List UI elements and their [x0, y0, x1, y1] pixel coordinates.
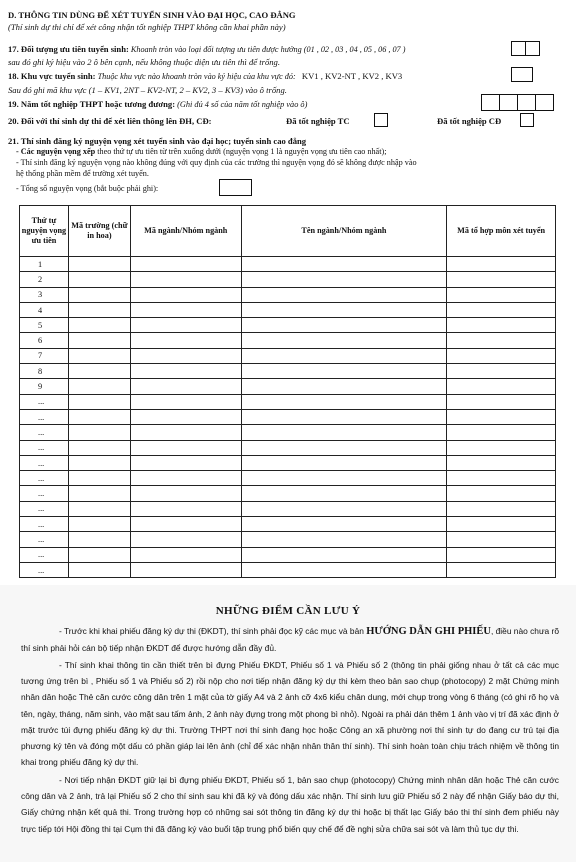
item18-line2: Sau đó ghi mã khu vực (1 – KV1, 2NT – KV2-NT, 2 – KV2, 3 – KV3) vào ô trống. — [8, 85, 287, 95]
table-row — [20, 302, 556, 317]
item20-tc-label: Đã tốt nghiệp TC — [286, 116, 350, 126]
major-name-cell[interactable] — [241, 471, 447, 486]
major-name-cell[interactable] — [241, 364, 447, 379]
school-code-cell[interactable] — [68, 517, 130, 532]
major-code-cell[interactable] — [130, 348, 241, 363]
major-name-cell[interactable] — [241, 501, 447, 516]
major-code-cell[interactable] — [130, 532, 241, 547]
row-order-number: ... — [20, 471, 69, 486]
school-code-cell[interactable] — [68, 272, 130, 287]
major-name-cell[interactable] — [241, 394, 447, 409]
item20-cd-label: Đã tốt nghiệp CĐ — [437, 116, 502, 126]
school-code-cell[interactable] — [68, 394, 130, 409]
col-header-order: Thứ tự nguyện vọng ưu tiên — [20, 206, 69, 257]
item21-rule1 — [16, 147, 386, 156]
subject-combo-cell[interactable] — [447, 409, 556, 424]
table-row — [20, 455, 556, 470]
subject-combo-cell[interactable] — [447, 547, 556, 562]
table-row — [20, 547, 556, 562]
table-row — [20, 348, 556, 363]
major-name-cell[interactable] — [241, 517, 447, 532]
item19-text: (Ghi đủ 4 số của năm tốt nghiệp vào ô) — [175, 100, 308, 109]
item17-code-boxes[interactable] — [512, 41, 540, 56]
subject-combo-cell[interactable] — [447, 257, 556, 272]
major-code-cell[interactable] — [130, 562, 241, 577]
major-name-cell[interactable] — [241, 547, 447, 562]
table-row — [20, 257, 556, 272]
school-code-cell[interactable] — [68, 287, 130, 302]
school-code-cell[interactable] — [68, 455, 130, 470]
school-code-cell[interactable] — [68, 547, 130, 562]
subject-combo-cell[interactable] — [447, 440, 556, 455]
row-order-number: 9 — [20, 379, 69, 394]
major-code-cell[interactable] — [130, 379, 241, 394]
table-row — [20, 333, 556, 348]
subject-combo-cell[interactable] — [447, 532, 556, 547]
item18-label: 18. Khu vực tuyển sinh: — [8, 71, 96, 81]
item21-rule2a: - Thí sinh đăng ký nguyện vọng nào không đúng với quy định của các trường thì nguyện vọng đó sẽ không được nhập vào — [16, 158, 417, 167]
subject-combo-cell[interactable] — [447, 379, 556, 394]
row-order-number: 3 — [20, 287, 69, 302]
item19-label: 19. Năm tốt nghiệp THPT hoặc tương đương: — [8, 99, 176, 109]
row-order-number: ... — [20, 394, 69, 409]
item17-label: 17. Đối tượng ưu tiên tuyển sinh: — [8, 44, 129, 54]
table-row — [20, 379, 556, 394]
major-code-cell[interactable] — [130, 333, 241, 348]
major-name-cell[interactable] — [241, 287, 447, 302]
school-code-cell[interactable] — [68, 440, 130, 455]
section-d-title: D. THÔNG TIN DÙNG ĐỂ XÉT TUYỂN SINH VÀO ĐẠI HỌC, CAO ĐẲNG — [8, 10, 296, 20]
row-order-number: 5 — [20, 318, 69, 333]
major-name-cell[interactable] — [241, 302, 447, 317]
subject-combo-cell[interactable] — [447, 318, 556, 333]
major-name-cell[interactable] — [241, 379, 447, 394]
col-header-major-code: Mã ngành/Nhóm ngành — [130, 206, 241, 257]
notes-paragraph-1 — [21, 623, 559, 656]
item18-text: Thuộc khu vực nào khoanh tròn vào ký hiệu của khu vực đó: — [95, 72, 296, 81]
school-code-cell[interactable] — [68, 318, 130, 333]
item17-line2: sau đó ghi ký hiệu vào 2 ô bên cạnh, nếu không thuộc diện ưu tiên thì để trống. — [8, 57, 280, 67]
school-code-cell[interactable] — [68, 379, 130, 394]
school-code-cell[interactable] — [68, 333, 130, 348]
notes-p1-bold: HƯỚNG DẪN GHI PHIẾU — [366, 626, 491, 637]
table-row — [20, 517, 556, 532]
subject-combo-cell[interactable] — [447, 272, 556, 287]
item17-text: Khoanh tròn vào loại đối tượng ưu tiên được hưởng (01 , 02 , 03 , 04 , 05 , 06 , 07 ) — [128, 45, 406, 54]
row-order-number: 6 — [20, 333, 69, 348]
table-row — [20, 486, 556, 501]
row-order-number: ... — [20, 409, 69, 424]
major-code-cell[interactable] — [130, 547, 241, 562]
row-order-number: ... — [20, 486, 69, 501]
subject-combo-cell[interactable] — [447, 302, 556, 317]
row-order-number: ... — [20, 517, 69, 532]
table-row — [20, 287, 556, 302]
row-order-number: 4 — [20, 302, 69, 317]
notes-paragraph-2: - Thí sinh khai thông tin cần thiết trên bì đựng Phiếu ĐKDT, Phiếu số 1 và Phiếu số 2 (thông tin phải giống nhau ở tất cả các mục tương ứng trên bì , Phiếu số 1 và Phiếu số 2) rồi nộp cho nơi tiếp nhận đăng ký dự thi kèm theo bản sao chụp (photocopy) 2 mặt Chứng minh nhân dân hoặc Thẻ căn cước công dân trên 1 mặt của tờ giấy A4 và 2 ảnh cỡ 4x6 kiểu chân dung, mới chụp trong vòng 6 tháng (có ghi rõ họ và tên, ngày, tháng, năm sinh, vào mặt sau tấm ảnh, 2 ảnh này đựng trong một phong bì nhỏ). Ngoài ra phải dán thêm 1 ảnh vào vị trí đã xác định ở mặt trước túi đựng phiếu đăng ký dự thi. Trường THPT nơi thí sinh đang học hoặc Công an xã phường nơi thí sinh tự do đang cư trú tại địa phương ký tên và đóng một dấu có phần giáp lai lên ảnh (chỉ để xác nhận nhân thân thí sinh). Thí sinh hoàn toàn chịu trách nhiệm về thông tin khai trong phiếu đăng ký dự thi. — [21, 660, 559, 768]
major-name-cell[interactable] — [241, 318, 447, 333]
major-name-cell[interactable] — [241, 562, 447, 577]
major-name-cell[interactable] — [241, 440, 447, 455]
item21-rule2b: hệ thống phần mềm để trường xét tuyển. — [16, 169, 149, 178]
notes-title: NHỮNG ĐIỂM CẦN LƯU Ý — [215, 605, 361, 617]
table-row — [20, 532, 556, 547]
major-name-cell[interactable] — [241, 455, 447, 470]
school-code-cell[interactable] — [68, 501, 130, 516]
school-code-cell[interactable] — [68, 409, 130, 424]
item21-total-label: - Tổng số nguyện vọng (bắt buộc phải ghi): — [16, 184, 159, 193]
major-code-cell[interactable] — [130, 471, 241, 486]
school-code-cell[interactable] — [68, 302, 130, 317]
major-code-cell[interactable] — [130, 517, 241, 532]
table-row — [20, 501, 556, 516]
major-code-cell[interactable] — [130, 501, 241, 516]
table-row — [20, 272, 556, 287]
table-row — [20, 562, 556, 577]
school-code-cell[interactable] — [68, 562, 130, 577]
major-code-cell[interactable] — [130, 409, 241, 424]
major-name-cell[interactable] — [241, 333, 447, 348]
major-name-cell[interactable] — [241, 425, 447, 440]
item21-rule1-text: theo thứ tự ưu tiên từ trên xuống dưới (nguyện vọng 1 là nguyện vọng ưu tiên cao nhất); — [95, 147, 387, 156]
major-code-cell[interactable] — [130, 318, 241, 333]
row-order-number: ... — [20, 440, 69, 455]
subject-combo-cell[interactable] — [447, 287, 556, 302]
major-code-cell[interactable] — [130, 257, 241, 272]
row-order-number: ... — [20, 425, 69, 440]
subject-combo-cell[interactable] — [447, 471, 556, 486]
item21-rule1-bold: - Các nguyện vọng xếp — [16, 147, 96, 156]
item19-line — [8, 99, 307, 109]
col-header-subject-combo: Mã tổ hợp môn xét tuyển — [447, 206, 556, 257]
major-code-cell[interactable] — [130, 302, 241, 317]
major-code-cell[interactable] — [130, 486, 241, 501]
major-name-cell[interactable] — [241, 409, 447, 424]
item17-line1 — [8, 44, 405, 54]
table-row — [20, 318, 556, 333]
subject-combo-cell[interactable] — [447, 333, 556, 348]
subject-combo-cell[interactable] — [447, 562, 556, 577]
school-code-cell[interactable] — [68, 257, 130, 272]
major-code-cell[interactable] — [130, 394, 241, 409]
subject-combo-cell[interactable] — [447, 364, 556, 379]
subject-combo-cell[interactable] — [447, 517, 556, 532]
notes-paragraph-3: - Nơi tiếp nhận ĐKDT giữ lại bì đựng phiếu ĐKDT, Phiếu số 1, bản sao chụp (photocopy) Chứng minh nhân dân hoặc Thẻ căn cước công dân và 2 ảnh, trả lại Phiếu số 2 cho thí sinh sau khi đã ký và đóng dấu xác nhận. Thí sinh lưu giữ Phiếu số 2 này để nhận Giấy báo dự thi, Giấy chứng nhận kết quả thi. Trong trường hợp có những sai sót thông tin đăng ký dự thi hoặc bị thất lạc Giấy báo thi thí sinh đem phiếu này trực tiếp tới Hội đồng thi tại Cụm thi đã đăng ký vào buổi tập trung phổ biến quy chế để đề nghị sửa chữa sai sót và làm thủ tục dự thi. — [21, 775, 559, 834]
subject-combo-cell[interactable] — [447, 455, 556, 470]
major-name-cell[interactable] — [241, 532, 447, 547]
table-row — [20, 409, 556, 424]
school-code-cell[interactable] — [68, 425, 130, 440]
school-code-cell[interactable] — [68, 532, 130, 547]
row-order-number: ... — [20, 455, 69, 470]
row-order-number: 8 — [20, 364, 69, 379]
major-name-cell[interactable] — [241, 257, 447, 272]
table-row — [20, 364, 556, 379]
subject-combo-cell[interactable] — [447, 501, 556, 516]
item18-line1 — [8, 71, 402, 81]
major-code-cell[interactable] — [130, 440, 241, 455]
item18-options: KV1 , KV2-NT , KV2 , KV3 — [301, 71, 403, 81]
subject-combo-cell[interactable] — [447, 394, 556, 409]
table-row — [20, 425, 556, 440]
major-code-cell[interactable] — [130, 425, 241, 440]
notes-p1-start: - Trước khi khai phiếu đăng ký dự thi (ĐKDT), thí sinh phải đọc kỹ các mục và bản — [59, 626, 367, 636]
school-code-cell[interactable] — [68, 364, 130, 379]
row-order-number: 2 — [20, 272, 69, 287]
table-row — [20, 471, 556, 486]
col-header-major-name: Tên ngành/Nhóm ngành — [241, 206, 447, 257]
major-code-cell[interactable] — [130, 287, 241, 302]
row-order-number: ... — [20, 501, 69, 516]
school-code-cell[interactable] — [68, 348, 130, 363]
item18-code-box[interactable] — [512, 67, 533, 82]
major-name-cell[interactable] — [241, 272, 447, 287]
subject-combo-cell[interactable] — [447, 425, 556, 440]
row-order-number: 7 — [20, 348, 69, 363]
wishes-table — [19, 205, 556, 578]
item19-year-boxes[interactable] — [482, 94, 554, 111]
item20-cd-checkbox[interactable] — [520, 113, 534, 127]
school-code-cell[interactable] — [68, 486, 130, 501]
major-code-cell[interactable] — [130, 272, 241, 287]
table-row — [20, 440, 556, 455]
major-name-cell[interactable] — [241, 348, 447, 363]
major-code-cell[interactable] — [130, 455, 241, 470]
major-code-cell[interactable] — [130, 364, 241, 379]
row-order-number: 1 — [20, 257, 69, 272]
item21-total-box[interactable] — [219, 179, 252, 196]
row-order-number: ... — [20, 547, 69, 562]
school-code-cell[interactable] — [68, 471, 130, 486]
major-name-cell[interactable] — [241, 486, 447, 501]
table-row — [20, 394, 556, 409]
subject-combo-cell[interactable] — [447, 348, 556, 363]
item21-label: 21. Thí sinh đăng ký nguyện vọng xét tuyển sinh vào đại học; tuyển sinh cao đẳng — [8, 136, 307, 146]
subject-combo-cell[interactable] — [447, 486, 556, 501]
item20-tc-checkbox[interactable] — [374, 113, 388, 127]
col-header-school-code: Mã trường (chữ in hoa) — [68, 206, 130, 257]
wishes-table-header — [20, 206, 556, 257]
row-order-number: ... — [20, 532, 69, 547]
section-d-subtitle: (Thí sinh dự thi chỉ để xét công nhận tốt nghiệp THPT không cần khai phần này) — [8, 22, 286, 32]
row-order-number: ... — [20, 562, 69, 577]
item20-label: 20. Đối với thí sinh dự thi để xét liên thông lên ĐH, CĐ: — [8, 116, 212, 126]
notes-p1-end: , điều nào chưa rõ thí sinh phải hỏi cán bộ tiếp nhận ĐKDT để được hướng dẫn đầy đủ. — [21, 626, 559, 654]
